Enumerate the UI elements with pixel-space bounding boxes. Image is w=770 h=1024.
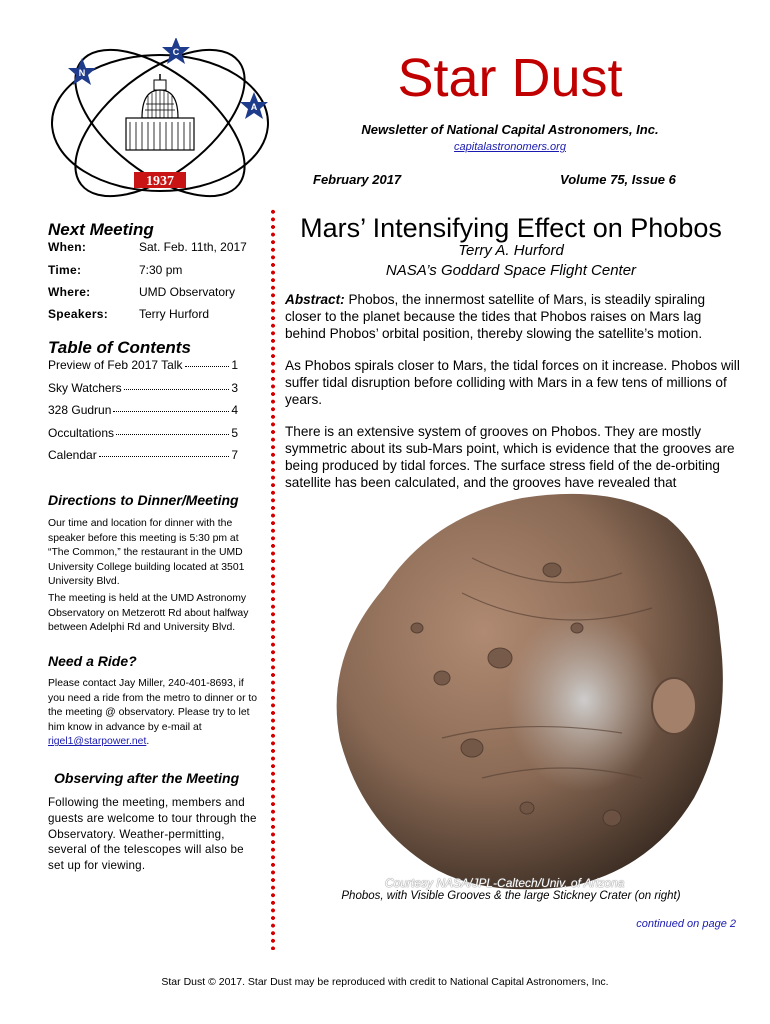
directions-heading: Directions to Dinner/Meeting: [48, 492, 239, 508]
website-link[interactable]: capitalastronomers.org: [454, 141, 566, 153]
abstract-para: [285, 291, 740, 342]
image-credit: Courtesy NASA/JPL-Caltech/Univ. of Arizona: [385, 876, 625, 890]
abstract-label: Abstract:: [285, 292, 345, 307]
ride-text: Please contact Jay Miller, 240-401-8693, if you need a ride from the metro to dinner or to the meeting @ observatory. Please try to let him know in advance by e-mail at: [48, 678, 258, 733]
meeting-value: 7:30 pm: [139, 263, 183, 277]
meeting-row-where: [48, 285, 258, 301]
article-affiliation: NASA’s Goddard Space Flight Center: [385, 262, 637, 279]
next-meeting-heading: Next Meeting: [48, 220, 154, 239]
meeting-value: UMD Observatory: [139, 285, 236, 299]
observing-heading: Observing after the Meeting: [54, 770, 240, 786]
toc-page: 4: [231, 403, 238, 417]
image-caption: Phobos, with Visible Grooves & the large Stickney Crater (on right): [341, 890, 681, 902]
meeting-value: Terry Hurford: [139, 307, 210, 321]
ride-heading: Need a Ride?: [48, 653, 137, 669]
logo-letter-c: C: [172, 47, 180, 57]
issue-volume: Volume 75, Issue 6: [560, 172, 676, 187]
dotted-column-divider: [270, 208, 276, 950]
ride-suffix: .: [146, 736, 150, 748]
continued-link[interactable]: continued on page 2: [636, 918, 736, 930]
star-a-icon: [240, 92, 268, 119]
stickney-crater: [652, 678, 696, 734]
toc-item[interactable]: [48, 358, 238, 374]
article-title: Mars’ Intensifying Effect on Phobos: [300, 213, 722, 243]
capitol-dome-icon: [126, 74, 194, 150]
article-para-3: There is an extensive system of grooves on Phobos. They are mostly symmetric about its sub-Mars point, which is evidence that the grooves are being produced by tidal forces. The surface stress field of the de-orbiting satellite has been calculated, and the grooves have revealed that: [285, 424, 735, 490]
toc-item[interactable]: [48, 426, 238, 442]
logo-letter-n: N: [78, 68, 86, 78]
email-link[interactable]: rigel1@starpower.net: [48, 736, 147, 748]
abstract-text: Phobos, the innermost satellite of Mars, is steadily spiraling closer to the planet because the tides that Phobos raises on Mars lag behind Phobos’ orbital position, thereby slowing the satellite’s motion.: [285, 292, 706, 341]
page-footer: Star Dust © 2017. Star Dust may be reproduced with credit to National Capital Astronomers, Inc.: [161, 976, 609, 988]
toc-item[interactable]: [48, 381, 238, 397]
directions-para-1: Our time and location for dinner with the speaker before this meeting is 5:30 pm at “The Common,” the restaurant in the UMD University College building located at 3501 University Blvd.: [48, 518, 245, 588]
article-author: Terry A. Hurford: [458, 242, 564, 259]
toc-page: 7: [231, 448, 238, 462]
ride-para: [48, 677, 260, 750]
meeting-key: Where:: [48, 285, 91, 299]
toc-page: 1: [231, 358, 238, 372]
meeting-key: Speakers:: [48, 307, 109, 321]
toc-label: Calendar: [48, 448, 97, 462]
meeting-row-speakers: [48, 307, 258, 323]
meeting-key: When:: [48, 240, 87, 254]
toc-label: Occultations: [48, 426, 115, 440]
meeting-value: Sat. Feb. 11th, 2017: [139, 240, 247, 254]
star-n-icon: [68, 58, 96, 85]
meeting-row-time: [48, 263, 258, 279]
toc-heading: Table of Contents: [48, 338, 191, 357]
toc-page: 5: [231, 426, 238, 440]
phobos-image: [322, 478, 737, 896]
directions-para-2: The meeting is held at the UMD Astronomy Observatory on Metzerott Rd about halfway between Adelphi Rd and University Blvd.: [48, 593, 249, 634]
toc-label: 328 Gudrun: [48, 403, 112, 417]
observing-para: Following the meeting, members and guests are welcome to tour through the Observatory. Weather-permitting, several of the telescopes will also be set up for viewing.: [48, 796, 257, 873]
issue-date: February 2017: [313, 172, 402, 187]
meeting-row-when: [48, 240, 258, 256]
meeting-key: Time:: [48, 263, 82, 277]
logo-year: 1937: [146, 174, 174, 189]
toc-label: Preview of Feb 2017 Talk: [48, 358, 183, 372]
toc-label: Sky Watchers: [48, 381, 122, 395]
nca-logo: [46, 38, 274, 198]
toc-item[interactable]: [48, 448, 238, 464]
toc-item[interactable]: [48, 403, 238, 419]
newsletter-subtitle: Newsletter of National Capital Astronomers, Inc.: [361, 122, 659, 137]
logo-letter-a: A: [250, 102, 258, 112]
newsletter-title: Star Dust: [397, 48, 623, 108]
article-para-2: As Phobos spirals closer to Mars, the tidal forces on it increase. Phobos will suffer tidal disruption before colliding with Mars in a few tens of millions of years.: [285, 358, 740, 407]
toc-page: 3: [231, 381, 238, 395]
